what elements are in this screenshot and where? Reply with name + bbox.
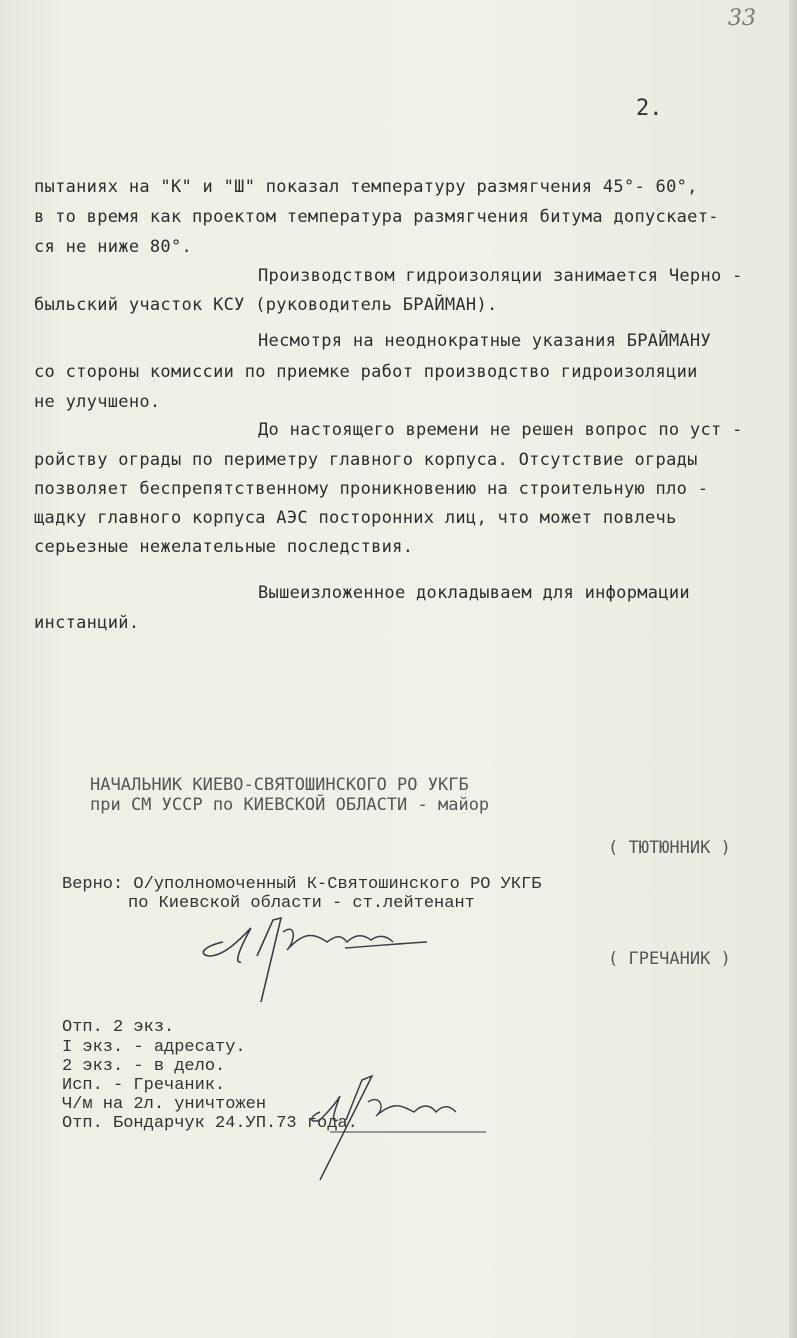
handwritten-signature <box>290 1062 490 1182</box>
body-line: Несмотря на неоднократные указания БРАЙМАНУ <box>258 331 711 351</box>
footer-line: Отп. Бондарчук 24.УП.73 года. <box>62 1114 358 1133</box>
footer-line: 2 экз. - в дело. <box>62 1057 226 1076</box>
signatory-title-line: НАЧАЛЬНИК КИЕВО-СВЯТОШИНСКОГО РО УКГБ <box>90 775 469 795</box>
footer-line: Ч/м на 2л. уничтожен <box>62 1095 267 1114</box>
body-line: Производством гидроизоляции занимается Черно - <box>258 266 743 286</box>
body-line: пытаниях на "К" и "Ш" показал температуру размягчения 45°- 60°, <box>34 177 698 197</box>
body-line: ройству ограды по периметру главного корпуса. Отсутствие ограды <box>34 450 698 470</box>
body-line: До настоящего времени не решен вопрос по уст - <box>258 420 743 440</box>
body-line: со стороны комиссии по приемке работ производство гидроизоляции <box>34 362 698 382</box>
archive-page-number: 33 <box>728 6 756 31</box>
body-line: серьезные нежелательные последствия. <box>34 537 414 557</box>
page-edge <box>789 0 797 1338</box>
body-line: щадку главного корпуса АЭС посторонних лиц, что может повлечь <box>34 508 677 528</box>
body-line: инстанций. <box>34 613 140 633</box>
footer-line: Исп. - Гречаник. <box>62 1076 226 1095</box>
signatory-title-line: при СМ УССР по КИЕВСКОЙ ОБЛАСТИ - майор <box>90 795 490 815</box>
body-line: ся не ниже 80°. <box>34 237 193 257</box>
body-line: в то время как проектом температура размягчения битума допускает- <box>34 207 719 227</box>
footer-line: I экз. - адресату. <box>62 1038 246 1057</box>
body-line: позволяет беспрепятственному проникновению на строительную пло - <box>34 479 709 499</box>
body-line: не улучшено. <box>34 392 161 412</box>
signer-name: ( ТЮТЮННИК ) <box>608 838 731 858</box>
handwritten-signature <box>195 912 435 1007</box>
verno-line: Верно: О/уполномоченный К-Святошинского РО УКГБ <box>62 875 542 894</box>
footer-line: Отп. 2 экз. <box>62 1018 175 1037</box>
body-line: Вышеизложенное докладываем для информации <box>258 583 690 603</box>
verno-line: по Киевской области - ст.лейтенант <box>128 894 475 913</box>
page-number: 2. <box>636 96 663 121</box>
signer-name: ( ГРЕЧАНИК ) <box>608 949 731 969</box>
body-line: быльский участок КСУ (руководитель БРАЙМАН). <box>34 295 498 315</box>
